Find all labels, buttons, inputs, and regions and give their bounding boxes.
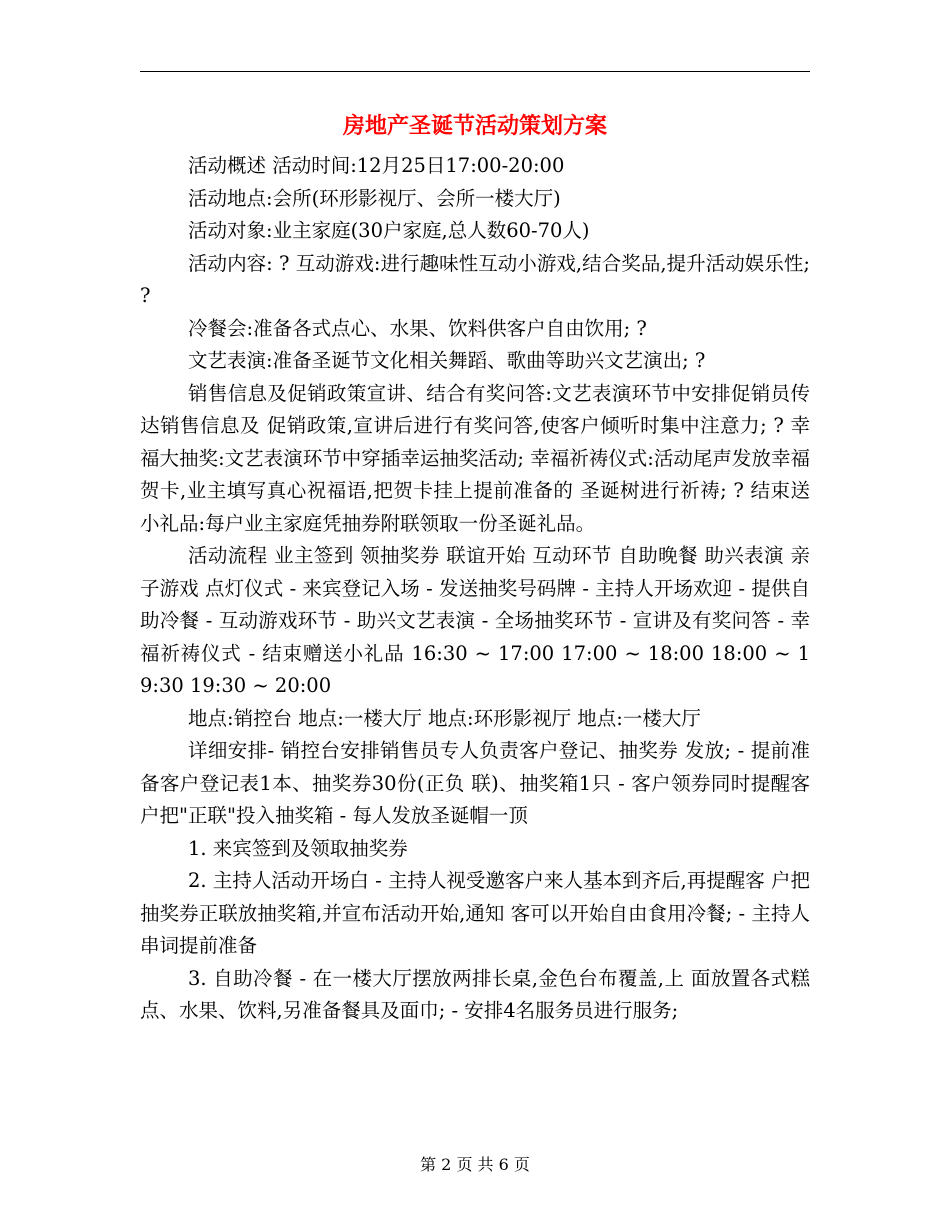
paragraph-audience: 活动对象:业主家庭(30户家庭,总人数60-70人)	[188, 219, 590, 242]
paragraph-detailed-arrangement: 详细安排- 销控台安排销售员专人负责客户登记、抽奖券 发放; - 提前准备客户登记表1本、抽奖券30份(正负 联)、抽奖箱1只 - 客户领券同时提醒客户把"正联"投入抽奖箱 - 每人发放圣诞帽一顶	[140, 739, 810, 827]
paragraph-step-1: 1. 来宾签到及领取抽奖券	[188, 836, 408, 860]
header-rule	[140, 71, 810, 72]
paragraph-performance: 文艺表演:准备圣诞节文化相关舞蹈、歌曲等助兴文艺演出; ?	[188, 349, 706, 372]
paragraph-flow: 活动流程 业主签到 领抽奖券 联谊开始 互动环节 自助晚餐 助兴表演 亲子游戏 点灯仪式 - 来宾登记入场 - 发送抽奖号码牌 - 主持人开场欢迎 - 提供自助冷餐 - 互动游戏环节 - 助兴文艺表演 - 全场抽奖环节 - 宣讲及有奖问答 - 幸福祈祷仪式 - 结束赠送小礼品 16:30 ~ 17:00 17:00 ~ 18:00 18:00 ~ 19:30 19:30 ~ 20:00	[140, 544, 810, 697]
paragraph-sales-info: 销售信息及促销政策宣讲、结合有奖问答:文艺表演环节中安排促销员传达销售信息及 促销政策,宣讲后进行有奖问答,使客户倾听时集中注意力; ? 幸福大抽奖:文艺表演环节中穿插幸运抽奖活动; 幸福祈祷仪式:活动尾声发放幸福贺卡,业主填写真心祝福语,把贺卡挂上提前准备的 圣诞树进行祈祷; ? 结束送小礼品:每户业主家庭凭抽券附联领取一份圣诞礼品。	[140, 381, 810, 535]
document-title: 房地产圣诞节活动策划方案	[342, 113, 607, 139]
paragraph-step-2: 2. 主持人活动开场白 - 主持人视受邀客户来人基本到齐后,再提醒客 户把抽奖券正联放抽奖箱,并宣布活动开始,通知 客可以开始自由食用冷餐; - 主持人串词提前准备	[140, 869, 810, 957]
document-body	[140, 150, 810, 1028]
paragraph-overview-time: 活动概述 活动时间:12月25日17:00-20:00	[188, 154, 565, 177]
paragraph-location: 活动地点:会所(环形影视厅、会所一楼大厅)	[188, 186, 561, 210]
paragraph-content-games: 活动内容: ? 互动游戏:进行趣味性互动小游戏,结合奖品,提升活动娱乐性; ?	[140, 251, 810, 307]
paragraph-venues: 地点:销控台 地点:一楼大厅 地点:环形影视厅 地点:一楼大厅	[188, 706, 701, 730]
paragraph-cold-buffet: 冷餐会:准备各式点心、水果、饮料供客户自由饮用; ?	[188, 316, 647, 340]
paragraph-step-3: 3. 自助冷餐 - 在一楼大厅摆放两排长桌,金色台布覆盖,上 面放置各式糕点、水果、饮料,另准备餐具及面巾; - 安排4名服务员进行服务;	[140, 966, 810, 1022]
page-footer: 第 2 页 共 6 页	[420, 1155, 530, 1174]
